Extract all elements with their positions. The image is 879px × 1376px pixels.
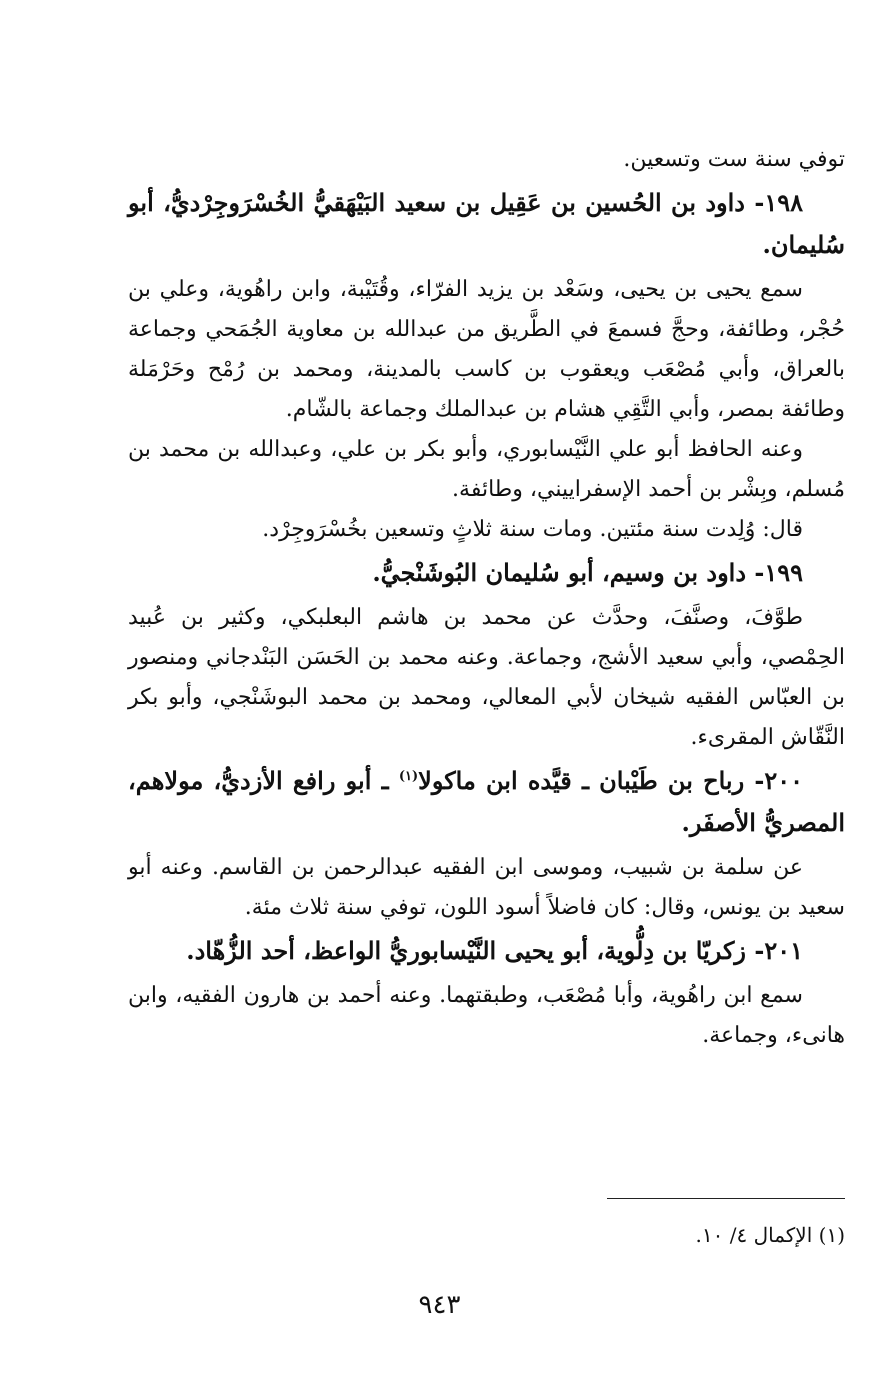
entry-heading-200-part2: ـ أبو رافع الأزديُّ، مولاهم، المصريُّ الأصفَر.	[128, 766, 845, 837]
entry-body-201: سمع ابن راهُوية، وأبا مُصْعَب، وطبقتهما. وعنه أحمد بن هارون الفقيه، وابن هانىء، وجماعة.	[128, 983, 845, 1048]
entry-body-198-birth-death: قال: وُلِدت سنة مئتين. ومات سنة ثلاثٍ وتسعين بخُسْرَوجِرْد.	[262, 517, 803, 542]
entry-body-199: طوَّفَ، وصنَّفَ، وحدَّث عن محمد بن هاشم البعلبكي، وكثير بن عُبيد الحِمْصي، وأبي سعيد الأشج، وجماعة. وعنه محمد بن الحَسَن البَنْدجاني ومنصور بن العبّاس الفقيه شيخان لأبي المعالي، ومحمد بن محمد البوشَنْجي، وأبو بكر النَّقّاش المقرىء.	[128, 605, 845, 750]
entry-heading-200	[128, 760, 845, 844]
entry-body-198-students: وعنه الحافظ أبو علي النَّيْسابوري، وأبو بكر بن علي، وعبدالله بن محمد بن مُسلم، وبِشْر بن أحمد الإسفراييني، وطائفة.	[128, 437, 845, 502]
footnote-separator	[607, 1198, 845, 1199]
entry-heading-200-part1: ٢٠٠- رباح بن طَيْبان ـ قيَّده ابن ماكولا	[418, 766, 803, 795]
entry-heading-199: ١٩٩- داود بن وسيم، أبو سُليمان البُوشَنْجيُّ.	[372, 558, 803, 587]
continuation-line: توفي سنة ست وتسعين.	[623, 147, 845, 172]
main-text	[128, 140, 845, 1056]
footnote: (١) الإكمال ٤/ ١٠.	[695, 1223, 845, 1247]
footnote-mark[interactable]: (١)	[398, 769, 419, 784]
page-number: ٩٤٣	[418, 1290, 461, 1320]
entry-heading-198: ١٩٨- داود بن الحُسين بن عَقِيل بن سعيد البَيْهَقيُّ الخُسْرَوجِرْديُّ، أبو سُليمان.	[128, 188, 845, 259]
entry-heading-201: ٢٠١- زكريّا بن دِلُّوية، أبو يحيى النَّيْسابوريُّ الواعظ، أحد الزُّهّاد.	[186, 936, 803, 965]
entry-body-198-hearing: سمع يحيى بن يحيى، وسَعْد بن يزيد الفرّاء، وقُتَيْبة، وابن راهُوية، وعلي بن حُجْر، وطائفة، وحجَّ فسمعَ في الطَّريق من عبدالله بن معاوية الجُمَحي وجماعة بالعراق، وأبي مُصْعَب ويعقوب بن كاسب بالمدينة، ومحمد بن رُمْح وحَرْمَلة وطائفة بمصر، وأبي التَّقِي هشام بن عبدالملك وجماعة بالشّام.	[128, 277, 845, 422]
entry-body-200: عن سلمة بن شبيب، وموسى ابن الفقيه عبدالرحمن بن القاسم. وعنه أبو سعيد بن يونس، وقال: كان فاضلاً أسود اللون، توفي سنة ثلاث مئة.	[128, 855, 845, 920]
